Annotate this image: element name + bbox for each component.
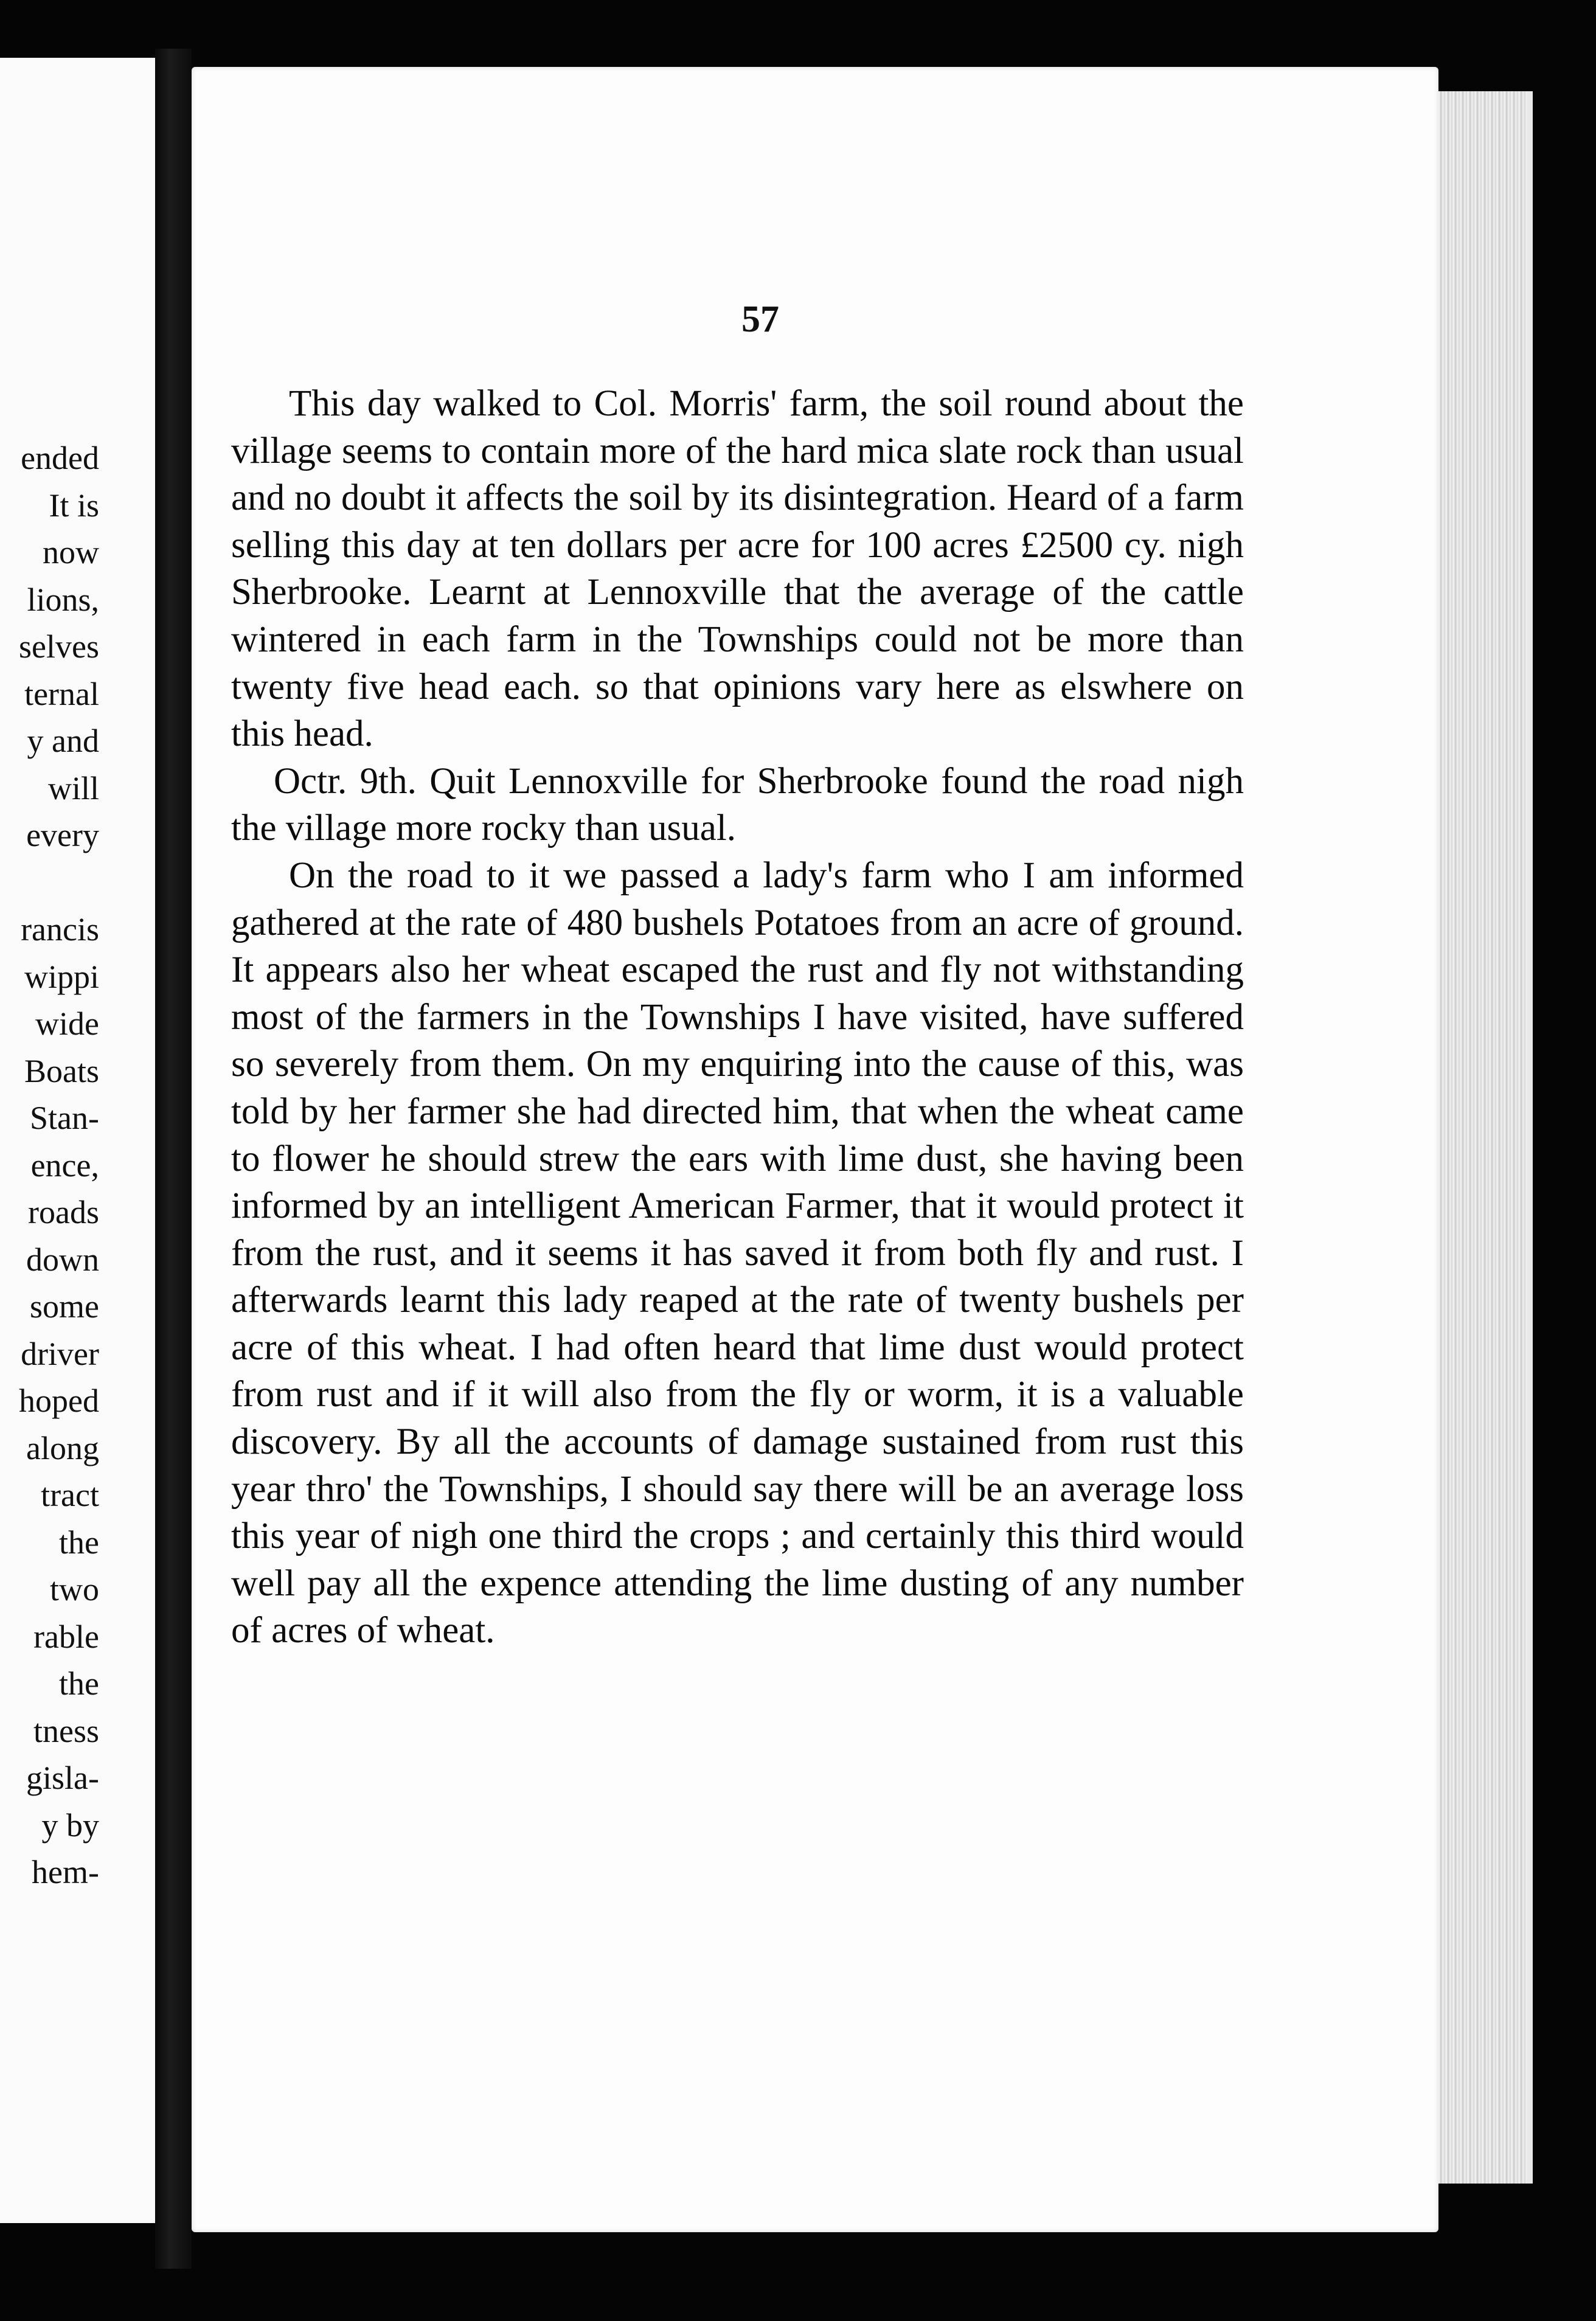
fragment-line: now bbox=[43, 534, 99, 571]
fragment-line: will bbox=[47, 769, 99, 807]
fragment-line: selves bbox=[19, 628, 99, 665]
fragment-line: hoped bbox=[19, 1383, 99, 1419]
fragment-line: gisla- bbox=[26, 1760, 99, 1796]
fragment-line: every bbox=[26, 817, 99, 853]
fragment-line: tness bbox=[33, 1712, 99, 1749]
fragment-line: Boats bbox=[24, 1052, 99, 1089]
fragment-line: wippi bbox=[24, 958, 99, 995]
fragment-line: along bbox=[26, 1429, 99, 1466]
fragment-line: lions, bbox=[27, 581, 99, 618]
fragment-line: ended bbox=[21, 440, 99, 476]
paragraph: This day walked to Col. Morris' farm, the soil round about the village seems to contain more of the hard mica slate rock than usual and no doubt it affects the soil by its disintegration. Heard of a farm selling this day at ten dollars per acre for 100 acres £2500 cy. nigh Sherbrooke. Learnt at Lennoxville that the average of the cattle wintered in each farm in the Townships could not be more than twenty five head each. so that opinions vary here as elswhere on this head. bbox=[231, 383, 1244, 755]
paragraph: Octr. 9th. Quit Lennoxville for Sherbrooke found the road nigh the village more rocky than usual. bbox=[231, 760, 1244, 849]
page-body bbox=[231, 380, 1244, 1654]
fragment-line: Stan- bbox=[30, 1100, 99, 1136]
fragment-line: tract bbox=[41, 1477, 99, 1513]
fragment-line: driver bbox=[21, 1335, 99, 1372]
fragment-line: rable bbox=[33, 1618, 99, 1655]
fragment-line: rancis bbox=[21, 911, 99, 948]
fragment-line: some bbox=[30, 1288, 99, 1325]
book-gutter bbox=[155, 49, 192, 2269]
previous-page-sliver bbox=[0, 58, 159, 2223]
fragment-line: roads bbox=[28, 1194, 99, 1230]
fragment-line: y and bbox=[27, 723, 99, 759]
fragment-line: two bbox=[50, 1571, 99, 1608]
fragment-line: ternal bbox=[24, 675, 99, 712]
fragment-line: y by bbox=[41, 1806, 99, 1844]
fragment-line: down bbox=[26, 1241, 99, 1278]
paragraph: On the road to it we passed a lady's farm who I am informed gathered at the rate of 480 bushels Potatoes from an acre of ground. It appears also her wheat escaped the rust and fly not withstanding most of the farmers in the Townships I have visited, have suffered so severely from them. On my enquiring into the cause of this, was told by her farmer she had directed him, that when the wheat came to flower he should strew the ears with lime dust, she having been informed by an intelligent American Farmer, that it would protect it from the rust, and it seems it has saved it from both fly and rust. I afterwards learnt this lady reaped at the rate of twenty bushels per acre of this wheat. I had often heard that lime dust would protect from rust and if it will also from the fly or worm, it is a valuable discovery. By all the accounts of damage sustained from rust this year thro' the Townships, I should say there will be an average loss this year of nigh one third the crops ; and certainly this third would well pay all the expence attending the lime dusting of any number of acres of wheat. bbox=[231, 855, 1244, 1651]
previous-page-fragments bbox=[19, 435, 99, 1896]
fragment-line: ence, bbox=[30, 1147, 99, 1184]
fragment-line: hem- bbox=[32, 1854, 99, 1890]
fragment-line: the bbox=[59, 1665, 99, 1702]
fragment-line: It is bbox=[49, 487, 99, 524]
fragment-line: the bbox=[59, 1524, 99, 1561]
fragment-gap bbox=[19, 859, 99, 907]
page-number: 57 bbox=[741, 299, 779, 340]
fragment-line: wide bbox=[35, 1005, 99, 1042]
page-edges bbox=[1435, 91, 1533, 2184]
